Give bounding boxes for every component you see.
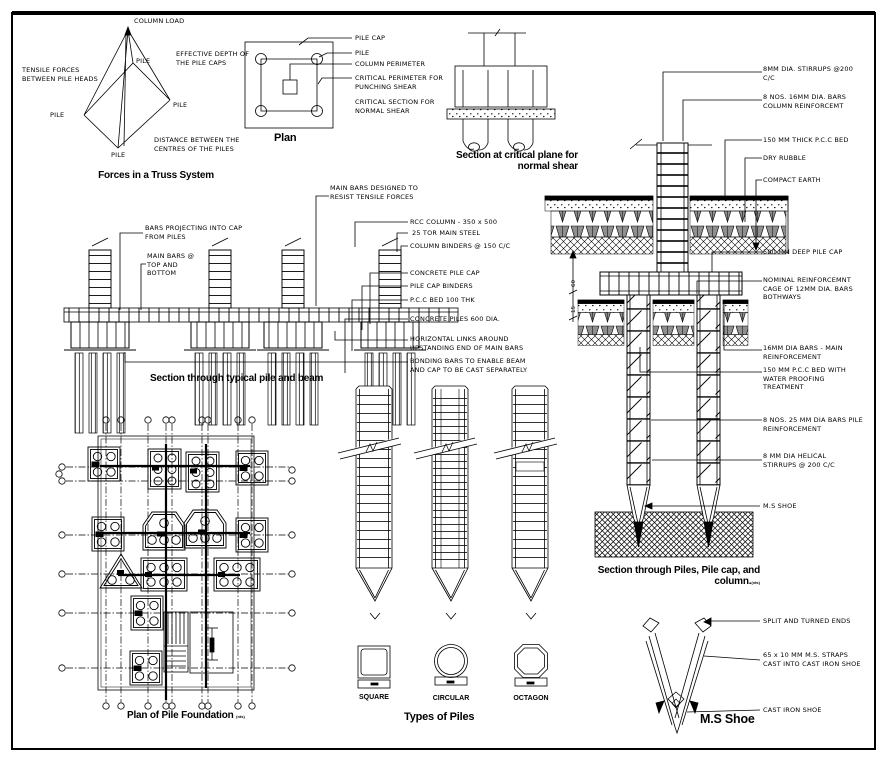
- pb-bonding-bars-label: BONDING BARS TO ENABLE BEAM AND CAP TO BE CAST SEPARATELY: [410, 357, 528, 374]
- ps-nominal-cage-label: NOMINAL REINFORCEMNT CAGE OF 12MM DIA. BARS BOTHWAYS: [763, 276, 853, 302]
- pile-beam-figure: [64, 196, 458, 433]
- truss-tensile-label: TENSILE FORCES BETWEEN PILE HEADS: [22, 66, 98, 83]
- foundation-plan-caption-text: Plan of Pile Foundation: [127, 710, 234, 721]
- plan-critical-perimeter-label: CRITICAL PERIMETER FOR PUNCHING SHEAR: [355, 74, 444, 91]
- truss-caption: Forces in a Truss System: [98, 170, 214, 181]
- ps-pile-cap-label: 500 MM DEEP PILE CAP: [763, 248, 843, 256]
- pile-types-caption: Types of Piles: [404, 711, 475, 723]
- pb-tor-steel-label: 25 TOR MAIN STEEL: [412, 229, 481, 237]
- pb-bars-projecting-label: BARS PROJECTING INTO CAP FROM PILES: [145, 224, 243, 241]
- foundation-plan-caption: [127, 711, 287, 722]
- pile-type-octagon-label: OCTAGON: [513, 695, 549, 702]
- pile-type-circular-label: CIRCULAR: [432, 695, 470, 702]
- shoe-straps-label: 65 x 10 MM M.S. STRAPS CAST INTO CAST IRON SHOE: [763, 651, 861, 668]
- ps-helical-label: 8 MM DIA HELICAL STIRRUPS @ 200 C/C: [763, 452, 835, 469]
- pb-horizontal-links-label: HORIZONTAL LINKS AROUND UPSTANDING END OF MAIN BARS: [410, 335, 524, 352]
- ps-compact-earth-label: COMPACT EARTH: [763, 176, 821, 184]
- ps-column-reinf-label: 8 NOS. 16MM DIA. BARS COLUMN REINFORCEMT: [763, 93, 847, 110]
- plan-column-perimeter-label: COLUMN PERIMETER: [355, 60, 426, 68]
- ps-pile-reinf-label: 8 NOS. 25 MM DIA BARS PILE REINFORCEMENT: [763, 416, 863, 433]
- pb-main-tensile-label: MAIN BARS DESIGNED TO RESIST TENSILE FORCES: [330, 184, 419, 201]
- pile-beam-caption: Section through typical pile and beam: [150, 373, 324, 384]
- plan-critical-section-label: CRITICAL SECTION FOR NORMAL SHEAR: [355, 98, 435, 115]
- pile-section-figure: [545, 72, 788, 557]
- ps-stirrups-label: 8MM DIA. STIRRUPS @200 C/C: [763, 65, 854, 82]
- pb-pcc-bed-label: P.C.C BED 100 THK: [410, 296, 475, 304]
- plan-caption: Plan: [274, 132, 297, 144]
- pile-section-caption-scale: (nts): [751, 579, 760, 585]
- truss-figure: [84, 27, 170, 148]
- foundation-plan-figure: [56, 417, 295, 709]
- pile-type-square-label: SQUARE: [359, 694, 389, 701]
- truss-pile-left-label: PILE: [50, 111, 65, 119]
- plan-figure: [245, 38, 352, 128]
- ms-shoe-caption: M.S Shoe: [700, 712, 755, 726]
- pb-column-binders-label: COLUMN BINDERS @ 150 C/C: [410, 242, 511, 250]
- truss-pile-bottom-label: PILE: [111, 151, 126, 159]
- ps-ms-shoe-label: M.S SHOE: [763, 502, 797, 510]
- truss-pile-right-label: PILE: [173, 101, 188, 109]
- pile-types-figure: [338, 386, 557, 688]
- ps-dry-rubble-label: DRY RUBBLE: [763, 154, 807, 162]
- shoe-cast-iron-label: CAST IRON SHOE: [763, 706, 822, 714]
- critical-plane-caption: Section at critical plane for normal shear: [455, 150, 578, 172]
- ps-pcc-bed-label: 150 MM THICK P.C.C BED: [763, 136, 849, 144]
- truss-effective-depth-label: EFFECTIVE DEPTH OF THE PILE CAPS: [176, 50, 250, 67]
- dim-15: 15: [571, 306, 577, 313]
- pb-concrete-piles-label: CONCRETE PILES 600 DIA.: [410, 315, 500, 323]
- pb-rcc-column-label: RCC COLUMN - 350 x 500: [410, 218, 498, 226]
- sheet-border: [12, 13, 875, 749]
- pile-section-caption-text: Section through Piles, Pile cap, and column.: [597, 565, 760, 587]
- plan-pile-label: PILE: [355, 49, 370, 57]
- shoe-split-ends-label: SPLIT AND TURNED ENDS: [763, 617, 851, 625]
- truss-pile-back-label: PILE: [136, 57, 151, 65]
- foundation-plan-caption-scale: (nts): [236, 714, 245, 719]
- pb-main-bars-label: MAIN BARS @ TOP AND BOTTOM: [147, 252, 195, 278]
- ps-pcc-waterproof-label: 150 MM P.C.C BED WITH WATER PROOFING TREATMENT: [763, 366, 846, 392]
- ps-main-reinf-label: 16MM DIA BARS - MAIN REINFORCEMENT: [763, 344, 843, 361]
- critical-plane-figure: [447, 29, 555, 151]
- truss-column-load-label: COLUMN LOAD: [134, 17, 185, 25]
- pb-concrete-cap-label: CONCRETE PILE CAP: [410, 269, 480, 277]
- dim-60: 60: [571, 280, 577, 287]
- plan-pile-cap-label: PILE CAP: [355, 34, 386, 42]
- truss-distance-label: DISTANCE BETWEEN THE CENTRES OF THE PILES: [154, 136, 240, 153]
- pb-cap-binders-label: PILE CAP BINDERS: [410, 282, 473, 290]
- pile-section-caption: [582, 566, 760, 587]
